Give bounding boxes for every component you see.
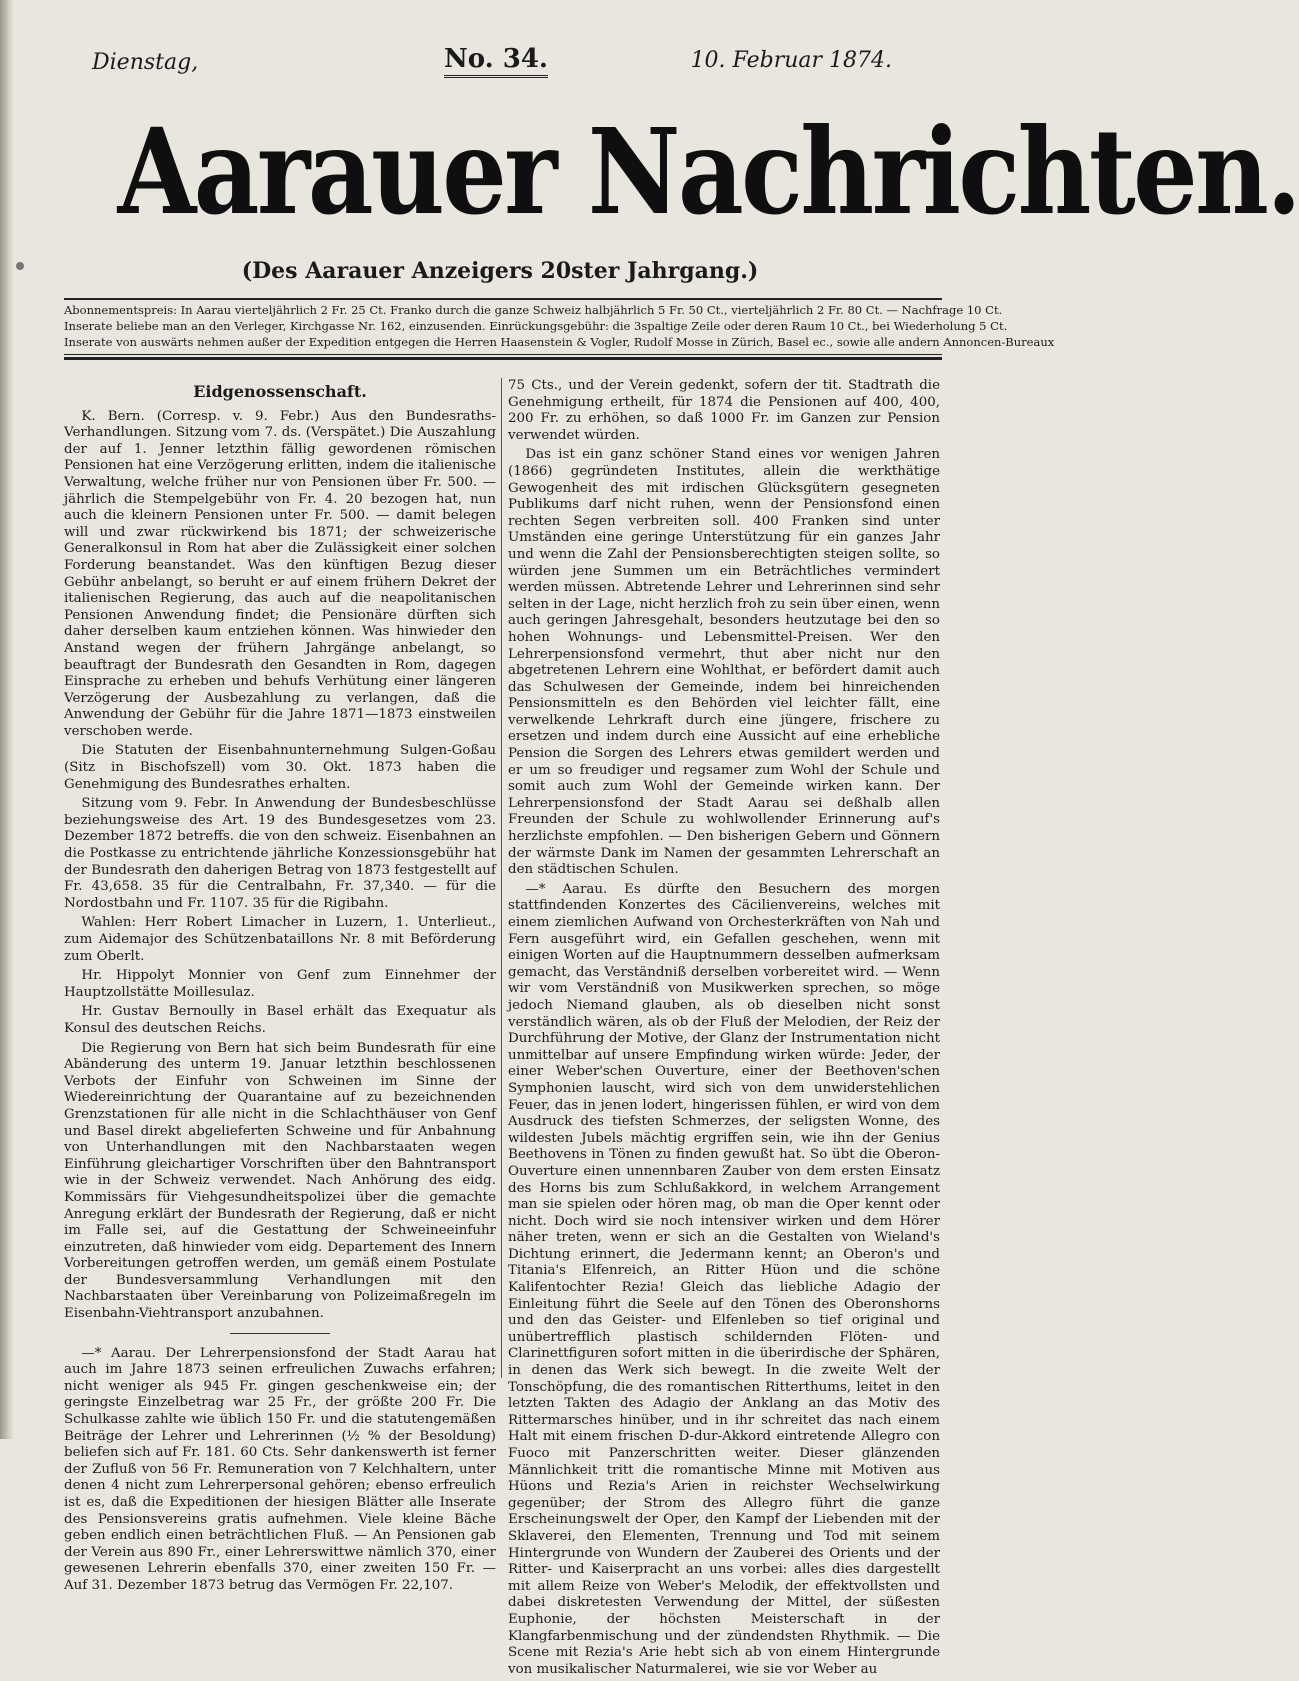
article-paragraph: —* Aarau. Der Lehrerpensionsfond der Stadt Aarau hat auch im Jahre 1873 seinen erfreulichen Zuwachs erfahren; nicht weniger als 945 Fr. gingen geschenkweise ein; der geringste Einzelbetrag war 25 Fr., der größte 200 Fr. Die Schulkasse zahlte wie üblich 150 Fr. und die statutengemäßen Beiträge der Lehrer und Lehrerinnen (½ % der Besoldung) beliefen sich auf Fr. 181. 60 Cts. Sehr dankenswerth ist ferner der Zufluß von 56 Fr. Remuneration von 7 Kelchhaltern, unter denen 4 nicht zum Lehrerpersonal gehören; ebenso erfreulich ist es, daß die Expeditionen der hiesigen Blätter alle Inserate des Pensionsvereins gratis aufnehmen. Viele kleine Bäche geben endlich einen beträchtlichen Fluß. — An Pensionen gab der Verein aus 890 Fr., einer Lehrerswittwe nämlich 370, einer gewesenen Lehrerin ebenfalls 370, einer zweiten 150 Fr. — Auf 31. Dezember 1873 betrug das Vermögen Fr. 22,107. bbox=[64, 1345, 496, 1593]
article-paragraph: Die Regierung von Bern hat sich beim Bundesrath für eine Abänderung des unterm 19. Januar letzthin beschlossenen Verbots der Einfuhr von Schweinen im Sinne der Wiedereinrichtung der Quarantaine auf zu bezeichnenden Grenzstationen für alle nicht in die Schlachthäuser von Genf und Basel direkt abgelieferten Schweine und für Anbahnung von Unterhandlungen mit den Nachbarstaaten wegen Einführung gleichartiger Vorschriften über den Bahntransport wie in der Schweiz verwendet. Nach Anhörung des eidg. Kommissärs für Viehgesundheitspolizei über die gemachte Anregung erklärt der Bundesrath der Regierung, daß er nicht im Falle sei, auf die Gestattung der Schweineeinfuhr einzutreten, daß hinwieder vom eidg. Departement des Innern Vorbereitungen getroffen werden, um gemäß einem Postulate der Bundesversammlung Verhandlungen mit den Nachbarstaaten über Vereinbarung von Polizeimaßregeln im Eisenbahn-Viehtransport anzubahnen. bbox=[64, 1040, 496, 1322]
subscription-notice bbox=[64, 302, 1055, 350]
article-paragraph: Sitzung vom 9. Febr. In Anwendung der Bundesbeschlüsse beziehungsweise des Art. 19 des Bundesgesetzes vom 23. Dezember 1872 betreffs. die von den schweiz. Eisenbahnen an die Postkasse zu entrichtende jährliche Konzessionsgebühr hat der Bundesrath den daherigen Betrag von 1873 festgestellt auf Fr. 43,658. 35 für die Centralbahn, Fr. 37,340. — für die Nordostbahn und Fr. 1107. 35 für die Rigibahn. bbox=[64, 796, 496, 911]
issue-date: 10. Februar 1874. bbox=[690, 48, 892, 73]
masthead-subtitle: (Des Aarauer Anzeigers 20ster Jahrgang.) bbox=[241, 258, 759, 284]
notice-line-3: Inserate von auswärts nehmen außer der Expedition entgegen die Herren Haasenstein & Vogler, Rudolf Mosse in Zürich, Basel ec., sowie alle andern Annoncen-Bureaux bbox=[64, 335, 1055, 349]
issue-number: No. 34. bbox=[444, 44, 548, 78]
binding-spine bbox=[0, 0, 14, 1439]
column-divider bbox=[501, 378, 502, 1378]
notice-top-rule bbox=[64, 298, 942, 300]
article-paragraph: Wahlen: Herr Robert Limacher in Luzern, 1. Unterlieut., zum Aidemajor des Schützenbataillons Nr. 8 mit Beförderung zum Oberlt. bbox=[64, 915, 496, 964]
weekday: Dienstag, bbox=[92, 50, 199, 75]
notice-line-2: Inserate beliebe man an den Verleger, Kirchgasse Nr. 162, einzusenden. Einrückungsgebühr: die 3spaltige Zeile oder deren Raum 10 Ct., bei Wiederholung 5 Ct. bbox=[64, 319, 1008, 333]
article-paragraph: —* Aarau. Es dürfte den Besuchern des morgen stattfindenden Konzertes des Cäcilienvereins, welches mit einem ziemlichen Aufwand von Orchesterkräften von Nah und Fern ausgeführt wird, ein Gefallen geschehen, wenn mit einigen Worten auf die Hauptnummern desselben aufmerksam gemacht, das Verständniß derselben vorbereitet wird. — Wenn wir vom Verständniß von Musikwerken sprechen, so möge jedoch Niemand glauben, als ob dieselben nicht sonst verständlich wären, als ob der Fluß der Melodien, der Reiz der Durchführung der Motive, der Glanz der Instrumentation nicht unmittelbar auf unsere Empfindung wirken würde: Jeder, der einer Weber'schen Ouverture, einer der Beethoven'schen Symphonien lauscht, wird sich von dem unwiderstehlichen Feuer, das in jenen lodert, hingerissen fühlen, er wird von dem Ausdruck des tiefsten Schmerzes, der seligsten Wonne, des wildesten Jubels mächtig ergriffen sein, wie ihn der Genius Beethovens in Tönen zu finden gewußt hat. So übt die Oberon-Ouverture einen unnennbaren Zauber von dem ersten Einsatz des Horns bis zum Schlußakkord, in welchem Arrangement man sie spielen oder hören mag, ob man die Oper kennt oder nicht. Doch wird sie noch intensiver wirken und dem Hörer näher treten, wenn er sich an die Gestalten von Wieland's Dichtung erinnert, die Jedermann kennt; an Oberon's und Titania's Elfenreich, an Ritter Hüon und die schöne Kalifentochter Rezia! Gleich das liebliche Adagio der Einleitung führt die Seele auf den Tönen des Oberonshorns und den das Geister- und Elfenleben so tief original und unübertrefflich plastisch schildernden Flöten- und Clarinettfiguren sofort mitten in die überirdische der Sphären, in denen das Werk sich bewegt. In die zweite Welt der Tonschöpfung, die des romantischen Ritterthums, leitet in den letzten Takten des Adagio der Anklang an das Motiv des Rittermarsches hinüber, und in ihr schreitet das nach einem Halt mit einem frischen D-dur-Akkord eintretende Allegro con Fuoco mit Panzerschritten weiter. Dieser glänzenden Männlichkeit tritt die romantische Minne mit Motiven aus Hüons und Rezia's Arien in reichster Wechselwirkung gegenüber; der Strom des Allegro führt die ganze Erscheinungswelt der Oper, den Kampf der Liebenden mit der Sklaverei, den Elementen, Trennung und Tod mit seinem Hintergrunde von Wundern der Zauberei des Orients und der Ritter- und Kaiserpracht an uns vorbei: alles dies dargestellt mit allem Reize von Weber's Melodik, der effektvollsten und dabei diskretesten Verwendung der Mittel, der süßesten Euphonie, der höchsten Meisterschaft in der Klangfarbenmischung und der zündendsten Rhythmik. — Die Scene mit Rezia's Arie hebt sich ab von einem Hintergrunde von musikalischer Naturmalerei, wie sie vor Weber au bbox=[508, 881, 940, 1677]
article-paragraph: Hr. Hippolyt Monnier von Genf zum Einnehmer der Hauptzollstätte Moillesulaz. bbox=[64, 968, 496, 1000]
notice-bottom-rule-2 bbox=[64, 357, 942, 360]
article-paragraph: Das ist ein ganz schöner Stand eines vor wenigen Jahren (1866) gegründeten Institutes, allein die werkthätige Gewogenheit des mit irdischen Glücksgütern gesegneten Publikums darf nicht ruhen, wenn der Pensionsfond einen rechten Segen verbreiten soll. 400 Franken sind unter Umständen eine geringe Unterstützung für ein ganzes Jahr und wenn die Zahl der Pensionsberechtigten steigen sollte, so würden jene Summen um ein Beträchtliches vermindert werden müssen. Abtretende Lehrer und Lehrerinnen sind sehr selten in der Lage, nicht herzlich froh zu sein über einen, wenn auch geringen Jahresgehalt, besonders heutzutage bei den so hohen Wohnungs- und Lebensmittel-Preisen. Wer den Lehrerpensionsfond vermehrt, thut aber nicht nur den abgetretenen Lehrern eine Wohlthat, er befördert damit auch das Schulwesen der Gemeinde, indem bei hinreichenden Pensionsmitteln es den Behörden viel leichter fällt, eine verwelkende Lehrkraft durch eine jüngere, frischere zu ersetzen und indem durch eine Aussicht auf eine erhebliche Pension die Sorgen des Lehrers etwas gemildert werden und er um so freudiger und regsamer zum Wohl der Schule und somit auch zum Wohl der Gemeinde wirken kann. Der Lehrerpensionsfond der Stadt Aarau sei deßhalb allen Freunden der Schule zu wohlwollender Erinnerung auf's herzlichste empfohlen. — Den bisherigen Gebern und Gönnern der wärmste Dank im Namen der gesammten Lehrerschaft an den städtischen Schulen. bbox=[508, 447, 940, 878]
notice-line-1: Abonnementspreis: In Aarau vierteljährlich 2 Fr. 25 Ct. Franko durch die ganze Schweiz halbjährlich 5 Fr. 50 Ct., vierteljährlich 2 Fr. 80 Ct. — Nachfrage 10 Ct. bbox=[64, 303, 1003, 317]
notice-bottom-rule-1 bbox=[64, 354, 942, 355]
masthead-title: Aarauer Nachrichten. bbox=[117, 102, 1299, 241]
article-paragraph: K. Bern. (Corresp. v. 9. Febr.) Aus den Bundesraths-Verhandlungen. Sitzung vom 7. ds. (Verspätet.) Die Auszahlung der auf 1. Jenner letzthin fällig gewordenen römischen Pensionen hat eine Verzögerung erlitten, indem die italienische Verwaltung, welche früher nur von Pensionen über Fr. 500. — jährlich die Stempelgebühr von Fr. 4. 20 bezogen hat, nun auch die kleinern Pensionen unter Fr. 500. — damit belegen will und zwar rückwirkend bis 1871; der schweizerische Generalkonsul in Rom hat aber die Zulässigkeit einer solchen Forderung beanstandet. Was den künftigen Bezug dieser Gebühr anbelangt, so beruht er auf einem frühern Dekret der italienischen Regierung, das auch auf die neapolitanischen Pensionen Anwendung findet; die Pensionäre dürften sich daher derselben kaum entziehen können. Was hinwieder den Anstand wegen der frühern Jahrgänge anbelangt, so beauftragt der Bundesrath den Gesandten in Rom, dagegen Einsprache zu erheben und behufs Verhütung einer längeren Verzögerung der Ausbezahlung zu verlangen, daß die Anwendung der Gebühr für die Jahre 1871—1873 einstweilen verschoben werde. bbox=[64, 408, 496, 739]
right-column bbox=[508, 378, 940, 1681]
article-paragraph: Die Statuten der Eisenbahnunternehmung Sulgen-Goßau (Sitz in Bischofszell) vom 30. Okt. 1873 haben die Genehmigung des Bundesrathes erhalten. bbox=[64, 743, 496, 792]
article-paragraph: 75 Cts., und der Verein gedenkt, sofern der tit. Stadtrath die Genehmigung ertheilt, für 1874 die Pensionen auf 400, 400, 200 Fr. zu erhöhen, so daß 1000 Fr. im Ganzen zur Pension verwendet würden. bbox=[508, 378, 940, 443]
left-column bbox=[64, 378, 496, 1598]
article-paragraph: Hr. Gustav Bernoully in Basel erhält das Exequatur als Konsul des deutschen Reichs. bbox=[64, 1004, 496, 1036]
article-separator bbox=[230, 1333, 330, 1334]
section-title: Eidgenossenschaft. bbox=[193, 382, 367, 401]
dateline bbox=[92, 44, 892, 78]
